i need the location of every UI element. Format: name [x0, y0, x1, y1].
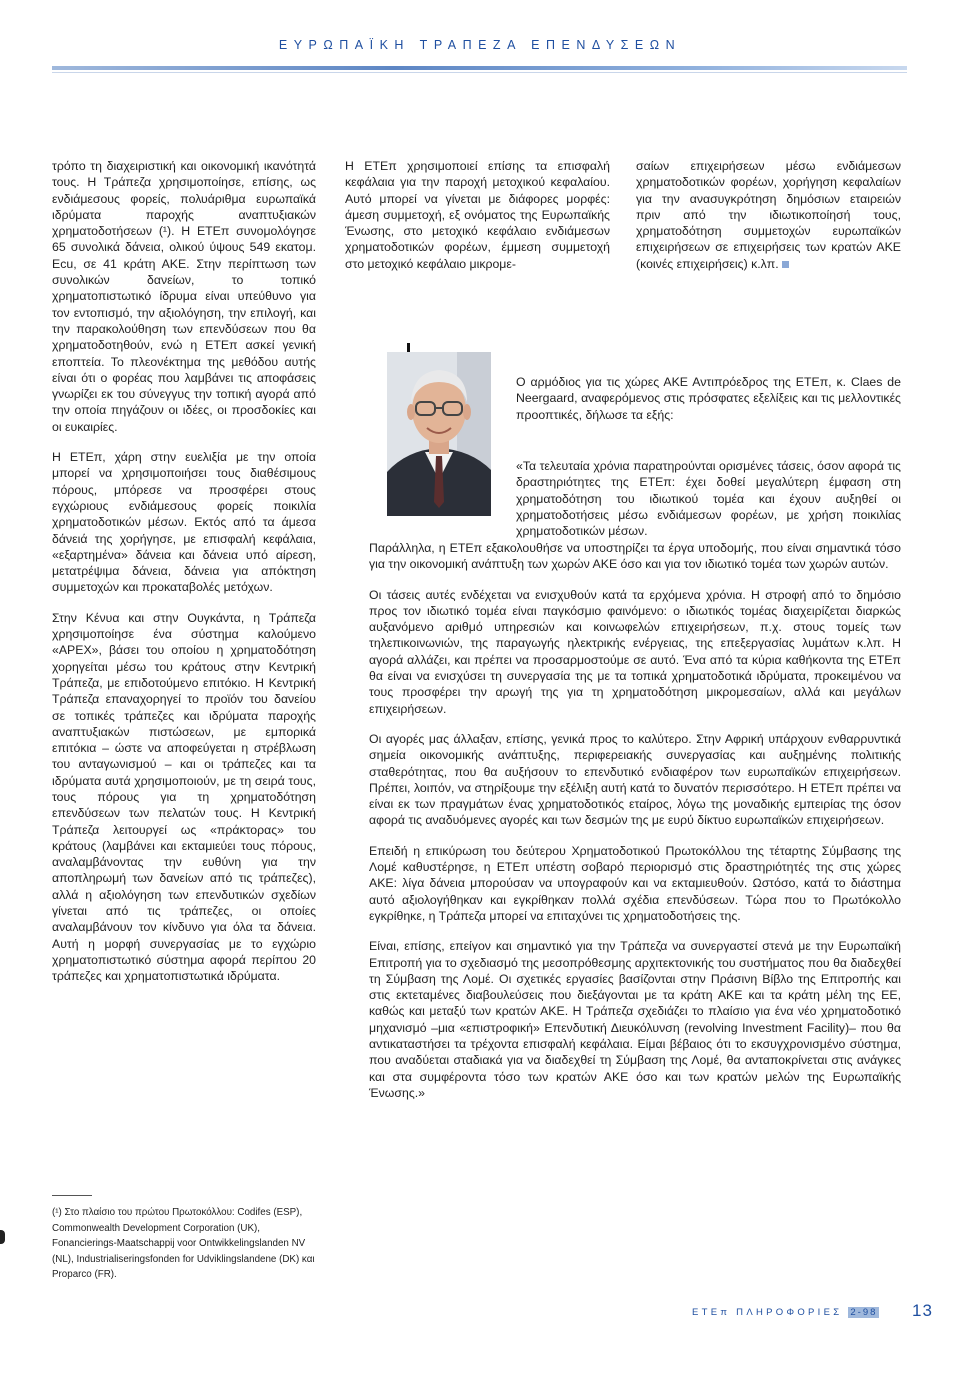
column-3-text: σαίων επιχειρήσεων μέσω ενδιάμεσων χρηματοδοτικών φορέων, χορήγηση κεφαλαίων για την ανασυγκρότηση δημόσιων εταιρειών πριν από την ιδιωτικοποίησή τους, χρηματοδότηση συμμετοχών ευρωπαϊκών επιχειρήσεων σε επιχειρήσεις των κρατών ΑΚΕ (κοινές επιχειρήσεις) κ.λπ.	[636, 159, 901, 271]
quote-paragraph: Επειδή η επικύρωση του δεύτερου Χρηματοδοτικού Πρωτοκόλλου της τέταρτης Σύμβασης της Λομέ καθυστέρησε, η ΕΤΕπ υπέστη σοβαρό περιορισμό στις δραστηριότητές της στις χώρες ΑΚΕ: λίγα δάνεια μπορούσαν να υπογραφούν και να εκταμιευθούν. Ωστόσο, κατά το διάστημα αυτό αξιολογήθηκαν και εγκρίθηκαν πολλά σχέδια επενδύσεων. Τώρα που το Πρωτόκολλο εγκρίθηκε, η Τράπεζα μπορεί να επιταχύνει τις χρηματοδοτήσεις της.	[369, 843, 901, 923]
footnote: (¹) Στο πλαίσιο του πρώτου Πρωτοκόλλου: Codifes (ESP), Commonwealth Development Corporation (UK), Fonancierings-Maatschappij voor Ontwikkelingslanden NV (NL), Industrialiseringsfonden for Udviklingslandene (DK) και Proparco (FR).	[52, 1207, 315, 1281]
footer-issue: 2-98	[850, 1307, 878, 1318]
end-mark-icon	[782, 261, 789, 268]
quote-paragraph: Παράλληλα, η ΕΤΕπ εξακολουθήσε να υποστηρίζει τα έργα υποδομής, που είναι σημαντικά τόσο για την οικονομική ανάπτυξη των χωρών ΑΚΕ όσο και για τον ιδιωτικό τομέα των χωρών αυτών.	[369, 541, 901, 572]
column-1-paragraph: τρόπο τη διαχειριστική και οικονομική ικανότητά τους. Η Τράπεζα χρησιμοποίησε, επίσης, ως ενδιάμεσους φορείς, πολυάριθμα ευρωπαϊκά ιδρύματα παροχής αναπτυξιακών χρηματοδοτήσεων (¹). Η ΕΤΕπ συνομολόγησε 65 συνολικά δάνεια, ολικού ύψους 549 εκατομ. Ecu, σε 41 κράτη ΑΚΕ. Στην περίπτωση των συνολικών δανείων, το τοπικό χρηματοπιστωτικό ίδρυμα είναι υπεύθυνο για τον εντοπισμό, την αξιολόγηση, την επιλογή, και την παρακολούθηση των επενδύσεων που θα χρηματοδοτηθούν, ενώ η ΕΤΕπ ασκεί γενική εποπτεία. Το πλεονέκτημα της μεθόδου αυτής είναι ότι ο φορέας που λαμβάνει τις αποφάσεις γνωρίζει εκ του σύνεγγυς την τοπική αγορά από την οποία πηγάζουν οι ιδέες, οι προσδοκίες και οι ευκαιρίες.	[52, 159, 316, 434]
column-2	[345, 158, 610, 286]
footer	[692, 1307, 879, 1318]
portrait-photo	[387, 352, 491, 516]
footnote-rule	[52, 1195, 92, 1196]
photo-caption	[516, 374, 901, 423]
column-3-paragraph	[636, 158, 901, 272]
column-3	[636, 158, 901, 286]
column-1-paragraph: Στην Κένυα και στην Ουγκάντα, η Τράπεζα χρησιμοποίησε ένα σύστημα καλούμενο «APEX», βάσει του οποίου η χρηματοδότηση χορηγείται μέσω του κράτους στην Κεντρική Τράπεζα, με επιδοτούμενο επιτόκιο. Η Κεντρική Τράπεζα επαναχορηγεί το προϊόν του δανείου σε τοπικές τράπεζες και ιδρύματα παροχής αναπτυξιακών πιστώσεων, με εμπορικά επιτόκια – ώστε να αποφεύγεται η στρέβλωση του ανταγωνισμού – και οι τράπεζες και τα ιδρύματα αυτά χρησιμοποιούν, με τη σειρά τους, τους πόρους για τη χρηματοδότηση επενδύσεων των πελατών τους. Η Κεντρική Τράπεζα λειτουργεί ως «πράκτορας» του κράτους (λαμβάνει και εκταμιεύει τους πόρους, αναλαμβάνοντας την ευθύνη για την αποπληρωμή των δανείων από τις τράπεζες), αλλά η αξιολόγηση των επενδυτικών σχεδίων γίνεται από τις τράπεζες, οι οποίες αναλαμβάνουν τον κίνδυνο για όλα τα δάνεια. Αυτή η μορφή συνεργασίας με το εγχώριο χρηματοπιστωτικό σύστημα αφορά περίπου 20 τράπεζες και χρηματοπιστωτικά ιδρύματα.	[52, 610, 316, 984]
quote-body	[369, 540, 901, 1115]
quote-paragraph: Οι αγορές μας άλλαξαν, επίσης, γενικά προς το καλύτερο. Στην Αφρική υπάρχουν ενθαρρυντικά σημεία οικονομικής ανάπτυξης, περιφερειακής συνεργασίας και αυξημένης πολιτικής σταθερότητας, που θα αυξήσουν το επενδυτικό ενδιαφέρον των ευρωπαϊκών επιχειρήσεων. Πρέπει, λοιπόν, να στηρίξουμε την εξέλιξη αυτή κατά το δυνατόν περισσότερο. Η ΕΤΕπ πρέπει να είναι εκ των πραγμάτων ένας χρηματοδοτικός εταίρος, λόγω της μοναδικής εμπειρίας της όσον αφορά τις αναδυόμενες αγορές και των δεσμών της με ευρύ δίκτυο ευρωπαϊκών επιχειρήσεων.	[369, 731, 901, 828]
header-rule	[52, 66, 907, 70]
footer-publication: ΕΤΕπ ΠΛΗΡΟΦΟΡΙΕΣ	[692, 1307, 843, 1318]
page-number: 13	[912, 1301, 933, 1320]
column-2-paragraph: Η ΕΤΕπ χρησιμοποιεί επίσης τα επισφαλή κεφάλαια για την παροχή μετοχικού κεφαλαίου. Αυτό μπορεί να γίνεται με διάφορες μορφές: άμεση συμμετοχή, εξ ονόματος της Ευρωπαϊκής Ένωσης, στο μετοχικό κεφάλαιο ενδιάμεσων χρηματοδοτικών φορέων, έμμεση συμμετοχή στο μετοχικό κεφάλαιο μικρομε-	[345, 159, 610, 271]
binder-mark	[0, 1230, 5, 1244]
column-1	[52, 158, 316, 999]
quote-paragraph: Οι τάσεις αυτές ενδέχεται να ενισχυθούν κατά τα ερχόμενα χρόνια. Η στροφή από το δημόσιο προς τον ιδιωτικό τομέα είναι παγκόσμιο φαινόμενο: ο ιδιωτικός τομέας διαχειρίζεται διαρκώς αυξανόμενο αριθμό υπηρεσιών και κοινωφελών επιχειρήσεων, π.χ. στους τομείς των τηλεπικοινωνιών, της παραγωγής ηλεκτρικής ενέργειας, της επεξεργασίας λυμάτων κ.λπ. Η αγορά αλλάζει, και πρέπει να προσαρμοστούμε σε αυτό. Ένα από τα κύρια καθήκοντα της ΕΤΕπ θα είναι να ενισχύσει τη συνεργασία της με τα τοπικά χρηματοδοτικά ιδρύματα, προκειμένου να τους προσφέρει την αρωγή της για τη χρηματοδότηση μικρομεσαίων, αλλά και μεγάλων επιχειρήσεων.	[369, 587, 901, 716]
portrait-illustration	[387, 352, 491, 516]
column-1-paragraph: Η ΕΤΕπ, χάρη στην ευελιξία με την οποία μπορεί να χρησιμοποιήσει τους διαθέσιμους πόρους, μπόρεσε να προσφέρει στους εγχώριους ενδιάμεσους φορείς ποικιλία χρηματοδοτικών μέσων. Εκτός από τα άμεσα δάνειά της χορήγησε, με επισφαλή κεφάλαια, «εξαρτημένα» δάνεια και δάνεια υπό αίρεση, μετατρέψιμα δάνεια, δάνεια για απόκτηση συμμετοχών και προκαταβολές μετόχων.	[52, 450, 316, 595]
quote-intro: «Τα τελευταία χρόνια παρατηρούνται ορισμένες τάσεις, όσον αφορά τις δραστηριότητες της ΕΤΕπ: έχει δοθεί μεγαλύτερη έμφαση στη χρηματοδότηση του ιδιωτικού τομέα και έχουν αυξηθεί οι χρηματοδοτήσεις μέσω ενδιάμεσων φορέων, με χρήση ποικιλίας χρηματοδοτικών μέσων.	[516, 459, 901, 539]
header-rule-thin	[52, 72, 907, 73]
caption-text: Ο αρμόδιος για τις χώρες ΑΚΕ Αντιπρόεδρος της ΕΤΕπ, κ. Claes de Neergaard, αναφερόμενος στις πρόσφατες εξελίξεις και τις μελλοντικές προοπτικές, δήλωσε τα εξής:	[516, 375, 901, 422]
header-title: ΕΥΡΩΠΑΪΚΗ ΤΡΑΠΕΖΑ ΕΠΕΝΔΥΣΕΩΝ	[278, 38, 682, 52]
quote-paragraph: Είναι, επίσης, επείγον και σημαντικό για την Τράπεζα να συνεργαστεί στενά με την Ευρωπαϊκή Επιτροπή για το σχεδιασμό της μεσοπρόθεσμης αρχιτεκτονικής του συστήματος που θα διαδεχθεί τη Σύμβαση της Λομέ. Οι σχετικές εργασίες βασίζονται στην Πράσινη Βίβλο της Επιτροπής και στις εκτεταμένες διαβουλεύσεις που διεξάγονται με τα κράτη ΑΚΕ και τα κράτη μέλη της ΕΕ, καθώς και μεταξύ των κρατών ΑΚΕ. Η Τράπεζα σχεδιάζει το πλαίσιο για ένα νέο χρηματοδοτικό μηχανισμό –μια «επιστροφική» Επενδυτική Διευκόλυνση (revolving Investment Facility)– που θα αντικαταστήσει τα τρέχοντα επισφαλή κεφάλαια. Είμαι βέβαιος ότι το εκσυγχρονισμένο σύστημα, που αναδύεται σταδιακά για να διαδεχθεί τη Σύμβαση της Λομέ, θα ανταποκρίνεται στις ανάγκες και στα συμφέροντα τόσο των κρατών ΑΚΕ όσο και των κρατών μελών της Ευρωπαϊκής Ένωσης.»	[369, 939, 901, 1100]
